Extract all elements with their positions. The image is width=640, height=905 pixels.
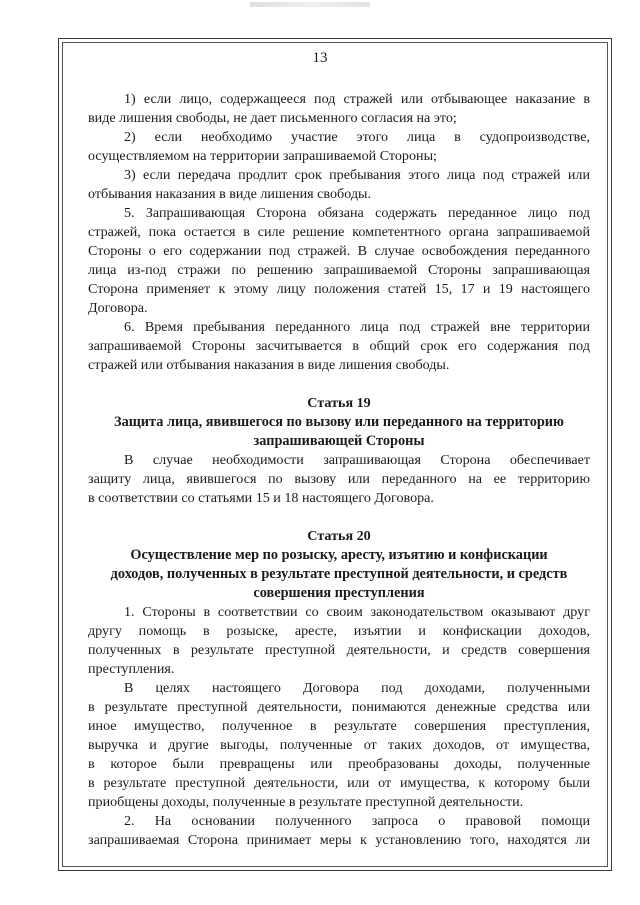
text-line: 1. Стороны в соответствии со своим законодательством оказывают друг [124, 604, 590, 620]
article-19-title: запрашивающей Стороны [253, 433, 425, 449]
article-20-title: совершения преступления [253, 585, 425, 601]
text-line: запрашиваемой Стороны засчитывается в общий срок его содержания под [88, 338, 590, 354]
text-line: в которое были превращены или преобразованы доходы, полученные [88, 756, 590, 772]
text-line: 6. Время пребывания переданного лица под стражей вне территории [124, 319, 590, 335]
text-line: приобщены доходы, полученные в результате преступной деятельности. [88, 794, 524, 810]
page-number: 13 [312, 50, 328, 66]
article-20-title: Осуществление мер по розыску, аресту, изъятию и конфискации [130, 547, 548, 563]
text-line: 2. На основании полученного запроса о правовой помощи [124, 813, 590, 829]
article-20-number: Статья 20 [307, 528, 371, 544]
text-line: защиту лица, явившегося по вызову или переданного на ее территорию [88, 471, 590, 487]
text-line: в результате преступной деятельности, понимаются денежные средства или [88, 699, 590, 715]
text-line: полученных в результате преступной деятельности, и средств совершения [88, 642, 590, 658]
text-line: лица из-под стражи по решению запрашиваемой Стороны запрашивающая [88, 262, 590, 278]
text-line: преступления. [88, 661, 175, 677]
text-line: 1) если лицо, содержащееся под стражей или отбывающее наказание в [124, 91, 590, 107]
text-line: стражей или отбывания наказания в виде лишения свободы. [88, 357, 450, 373]
text-line: выручка и другие выгоды, полученные от таких доходов, от имущества, [88, 737, 590, 753]
text-line: 3) если передача продлит срок пребывания этого лица под стражей или [124, 167, 590, 183]
document-body [88, 90, 590, 850]
text-line: Сторона применяет к этому лицу положения статей 15, 17 и 19 настоящего [88, 281, 590, 297]
text-line: 2) если необходимо участие этого лица в судопроизводстве, [124, 129, 590, 145]
text-line: Стороны о его содержании под стражей. В случае освобождения переданного [88, 243, 590, 259]
text-line: в соответствии со статьями 15 и 18 настоящего Договора. [88, 490, 434, 506]
article-19-number: Статья 19 [307, 395, 371, 411]
text-line: отбывания наказания в виде лишения свободы. [88, 186, 372, 202]
text-line: Договора. [88, 300, 148, 316]
text-line: 5. Запрашивающая Сторона обязана содержать переданное лицо под [124, 205, 590, 221]
article-19-title: Защита лица, явившегося по вызову или переданного на территорию [114, 414, 564, 430]
scan-artifact [250, 2, 370, 7]
text-line: иное имущество, полученное в результате совершения преступления, [88, 718, 590, 734]
text-line: осуществляемом на территории запрашиваемой Стороны; [88, 148, 437, 164]
text-line: виде лишения свободы, не дает письменного согласия на это; [88, 110, 457, 126]
text-line: стражей, пока остается в силе решение компетентного органа запрашиваемой [88, 224, 590, 240]
text-line: запрашиваемая Сторона принимает меры к установлению того, находятся ли [88, 832, 590, 848]
text-line: В целях настоящего Договора под доходами, полученными [124, 680, 590, 696]
article-20-title: доходов, полученных в результате преступной деятельности, и средств [110, 566, 568, 582]
text-line: другу помощь в розыске, аресте, изъятии и конфискации доходов, [88, 623, 590, 639]
text-line: В случае необходимости запрашивающая Сторона обеспечивает [124, 452, 590, 468]
text-line: в результате преступной деятельности, или от имущества, к которому были [88, 775, 590, 791]
